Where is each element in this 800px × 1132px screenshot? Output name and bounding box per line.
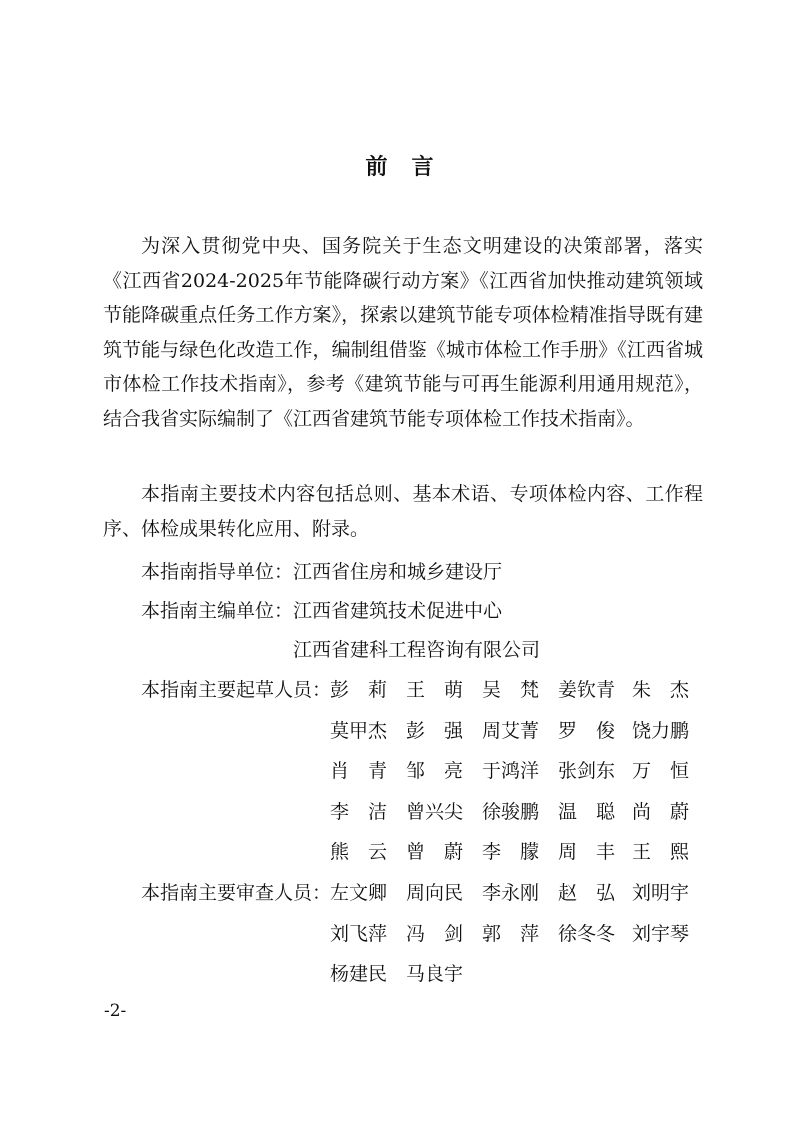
drafter-name: 朱 杰 <box>632 679 690 701</box>
drafter-name: 彭 强 <box>406 719 464 742</box>
drafter-name: 饶力鹏 <box>632 719 690 742</box>
drafter-name: 张剑东 <box>558 760 616 782</box>
drafter-name: 王 萌 <box>406 679 464 701</box>
drafter-name: 尚 蔚 <box>632 800 690 823</box>
editor-unit-2: 江西省建科工程咨询有限公司 <box>293 639 541 661</box>
reviewer-name: 赵 弘 <box>558 882 616 904</box>
drafter-name: 李 洁 <box>330 800 388 823</box>
drafter-name: 熊 云 <box>330 841 388 863</box>
reviewer-name: 周向民 <box>406 882 464 904</box>
reviewers-label: 本指南主要审查人员： <box>141 882 332 904</box>
drafter-name: 肖 青 <box>330 760 388 782</box>
drafter-name: 吴 梵 <box>482 679 540 701</box>
reviewer-name: 杨建民 <box>330 963 388 985</box>
reviewer-name: 左文卿 <box>330 882 388 904</box>
drafter-name: 曾兴尖 <box>406 800 464 823</box>
editor-label: 本指南主编单位： <box>141 600 294 622</box>
drafter-name: 李 朦 <box>482 841 540 863</box>
drafter-name: 姜钦青 <box>558 679 616 701</box>
reviewer-name: 马良宇 <box>406 963 464 985</box>
reviewer-name: 徐冬冬 <box>558 922 616 945</box>
reviewer-name: 李永刚 <box>482 882 540 904</box>
drafter-name: 温 聪 <box>558 800 616 823</box>
drafter-name: 王 熙 <box>632 841 690 863</box>
drafter-name: 周 丰 <box>558 841 616 863</box>
drafter-name: 莫甲杰 <box>330 719 388 742</box>
drafter-name: 曾 蔚 <box>406 841 464 863</box>
preface-paragraph-1: 为深入贯彻党中央、国务院关于生态文明建设的决策部署，落实《江西省2024-2025年节能降碳行动方案》《江西省加快推动建筑领域节能降碳重点任务工作方案》，探索以建筑节能专项体检精准指导既有建筑节能与绿色化改造工作，编制组借鉴《城市体检工作手册》《江西省城市体检工作技术指南》，参考《建筑节能与可再生能源利用通用规范》，结合我省实际编制了《江西省建筑节能专项体检工作技术指南》。 <box>103 235 703 430</box>
page-number: -2- <box>104 1001 127 1021</box>
guidance-unit: 本指南指导单位：江西省住房和城乡建设厅 <box>141 561 503 583</box>
reviewer-name: 刘宇琴 <box>632 922 690 945</box>
drafters-label: 本指南主要起草人员： <box>141 679 332 701</box>
drafter-name: 周艾菁 <box>482 719 540 742</box>
drafter-name: 于鸿洋 <box>482 760 540 782</box>
drafter-name: 彭 莉 <box>330 679 388 701</box>
preface-paragraph-2: 本指南主要技术内容包括总则、基本术语、专项体检内容、工作程序、体检成果转化应用、附录。 <box>103 483 703 540</box>
editor-unit-1: 江西省建筑技术促进中心 <box>293 600 503 622</box>
drafter-name: 徐骏鹏 <box>482 800 540 823</box>
drafter-name: 万 恒 <box>632 760 690 782</box>
reviewer-name: 郭 萍 <box>482 922 540 945</box>
page-title: 前 言 <box>365 154 435 180</box>
reviewer-name: 刘飞萍 <box>330 922 388 945</box>
reviewer-name: 冯 剑 <box>406 922 464 945</box>
reviewer-name: 刘明宇 <box>632 882 690 904</box>
drafter-name: 邹 亮 <box>406 760 464 782</box>
drafter-name: 罗 俊 <box>558 719 616 742</box>
